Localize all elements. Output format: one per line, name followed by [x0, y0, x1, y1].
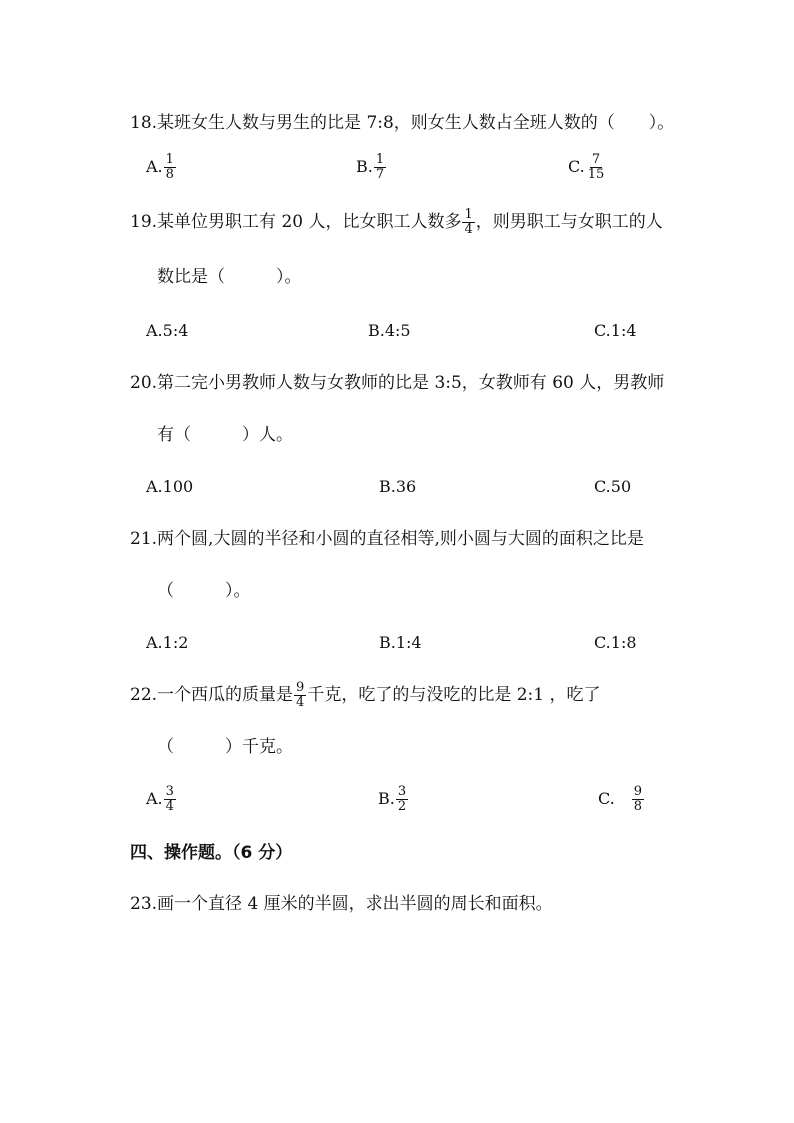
- fraction: $\frac{3}{4}$: [165, 784, 174, 814]
- question-20-option-c: C.50: [594, 477, 632, 496]
- question-18-option-c: C. $\frac{7}{15}$: [568, 152, 605, 182]
- question-22-option-a: A. $\frac{3}{4}$: [146, 784, 174, 814]
- question-19-stem-line1: 19.某单位男职工有 20 人，比女职工人数多 $\frac{1}{4}$ ，则男职工与女职工的人: [130, 207, 663, 237]
- fraction: $\frac{1}{8}$: [165, 152, 174, 182]
- question-19-option-a: A.5:4: [146, 321, 189, 340]
- question-20-option-b: B.36: [379, 477, 417, 496]
- fraction: $\frac{1}{7}$: [375, 152, 385, 182]
- question-18-stem: 18.某班女生人数与男生的比是 7:8，则女生人数占全班人数的（ ）。: [130, 113, 675, 133]
- question-20-stem-line2: 有（ ）人。: [157, 425, 293, 445]
- question-18-option-a: A. $\frac{1}{8}$: [146, 152, 174, 182]
- question-21-stem-line2: （ ）。: [157, 581, 251, 601]
- fraction: $\frac{1}{4}$: [464, 207, 473, 237]
- question-22-stem-line2: （ ）千克。: [157, 737, 293, 757]
- question-21-option-b: B.1:4: [379, 633, 422, 652]
- question-19-stem-line2: 数比是（ ）。: [157, 267, 302, 287]
- question-19-option-b: B.4:5: [368, 321, 411, 340]
- question-23-stem: 23.画一个直径 4 厘米的半圆，求出半圆的周长和面积。: [130, 894, 553, 914]
- section-heading: 四、操作题。（6 分）: [130, 843, 293, 863]
- fraction: $\frac{7}{15}$: [587, 152, 605, 182]
- fraction: $\frac{9}{4}$: [296, 680, 305, 710]
- question-21-stem-line1: 21.两个圆,大圆的半径和小圆的直径相等,则小圆与大圆的面积之比是: [130, 529, 644, 549]
- question-22-option-b: B. $\frac{3}{2}$: [378, 784, 407, 814]
- fraction: $\frac{3}{2}$: [397, 784, 407, 814]
- question-20-stem-line1: 20.第二完小男教师人数与女教师的比是 3:5，女教师有 60 人，男教师: [130, 373, 665, 393]
- question-20-option-a: A.100: [146, 477, 194, 496]
- question-21-option-a: A.1:2: [146, 633, 189, 652]
- question-18-option-b: B. $\frac{1}{7}$: [356, 152, 385, 182]
- question-22-stem-line1: 22.一个西瓜的质量是 $\frac{9}{4}$ 千克，吃了的与没吃的比是 2:1 ，吃了: [130, 680, 601, 710]
- fraction: $\frac{9}{8}$: [633, 784, 643, 814]
- question-22-option-c: C. $\frac{9}{8}$: [598, 784, 643, 814]
- question-19-option-c: C.1:4: [594, 321, 637, 340]
- question-21-option-c: C.1:8: [594, 633, 637, 652]
